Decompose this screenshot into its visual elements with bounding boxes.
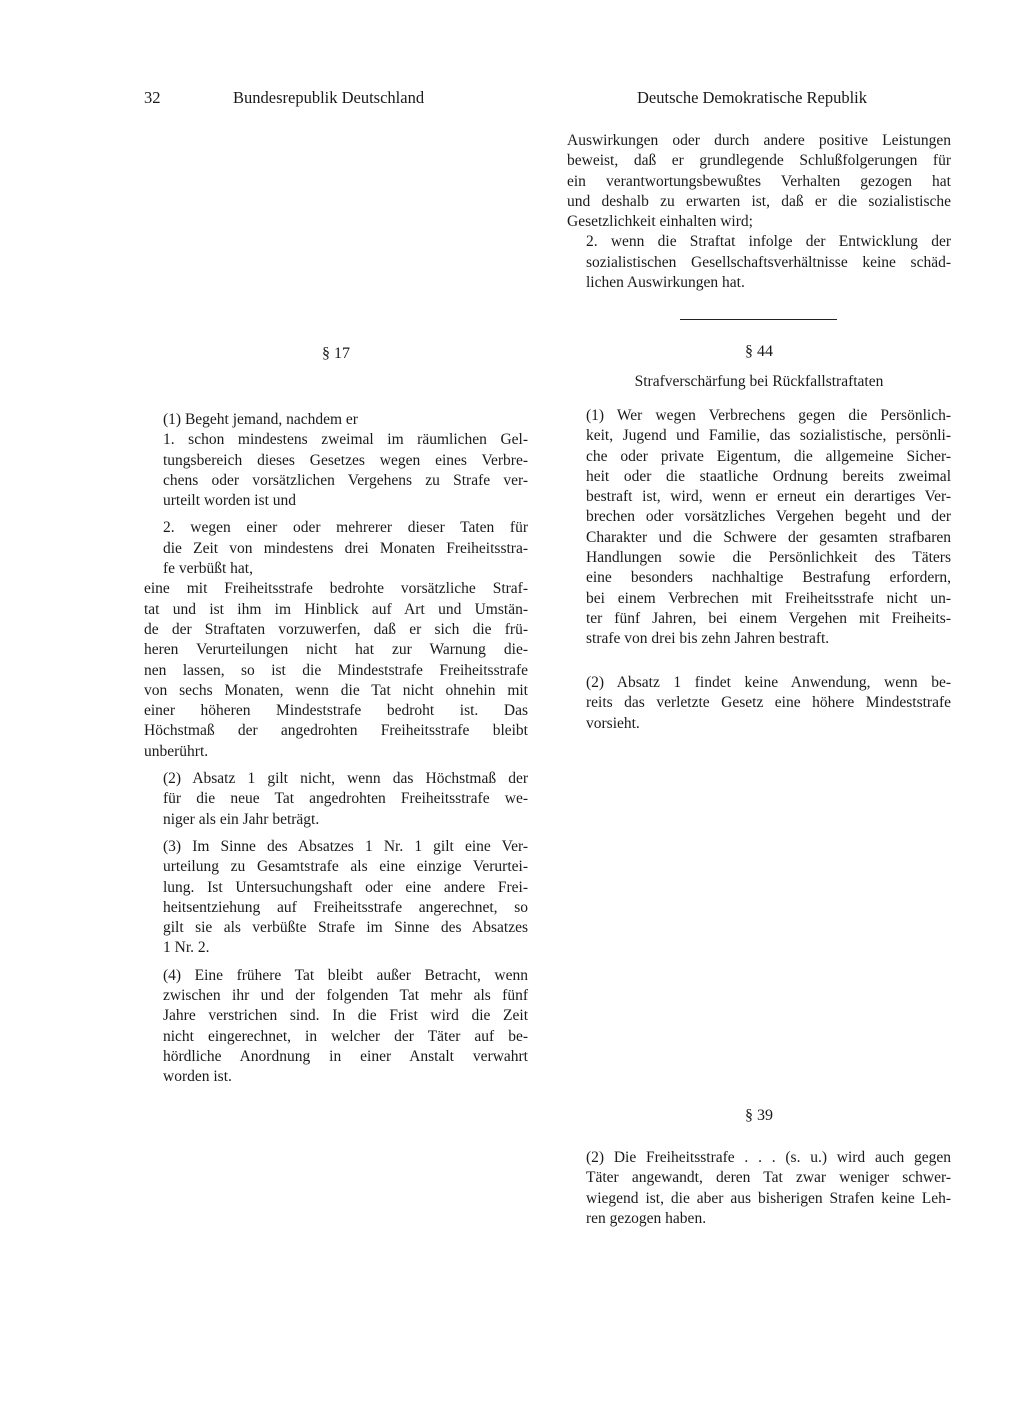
- text-line: für die neue Tat angedrohten Freiheitsstrafe we-: [163, 790, 528, 808]
- text-line: unberührt.: [144, 742, 209, 760]
- section-17-item-2: [144, 518, 528, 579]
- text-line: urteilt worden ist und: [163, 492, 297, 510]
- text-line: (4) Eine frühere Tat bleibt außer Betracht, wenn: [163, 966, 528, 984]
- text-line: urteilung zu Gesamtstrafe als eine einzige Verurtei-: [163, 858, 528, 876]
- section-17-para-3: [144, 837, 528, 959]
- text-line: die Zeit von mindestens drei Monaten Freiheitsstra-: [163, 539, 528, 557]
- text-line: zwischen ihr und der folgenden Tat mehr als fünf: [163, 987, 528, 1005]
- text-line: heitsentziehung auf Freiheitsstrafe angerechnet, so: [163, 898, 528, 916]
- text-line: (2) Absatz 1 gilt nicht, wenn das Höchstmaß der: [163, 770, 528, 788]
- section-44-subheading: Strafverschärfung bei Rückfallstraftaten: [634, 373, 884, 390]
- section-39-heading: § 39: [745, 1107, 773, 1124]
- section-17-para-4: [144, 966, 528, 1088]
- text-line: (2) Die Freiheitsstrafe . . . (s. u.) wird auch gegen: [586, 1149, 951, 1166]
- text-line: lichen Auswirkungen hat.: [586, 274, 745, 292]
- text-line: von sechs Monaten, wenn die Tat nicht ohnehin mit: [144, 681, 528, 699]
- section-17-intro: (1) Begeht jemand, nachdem er: [163, 411, 358, 428]
- text-line: sozialistischen Gesellschaftsverhältnisse keine schäd-: [586, 253, 951, 271]
- text-line: niger als ein Jahr beträgt.: [163, 810, 320, 828]
- text-line: heren Verurteilungen nicht hat zur Warnung die-: [144, 641, 528, 659]
- section-39-para-block: [567, 1148, 951, 1229]
- text-line: tat und ist ihm im Hinblick auf Art und Umstän-: [144, 600, 528, 618]
- text-line: ter fünf Jahren, bei einem Vergehen mit Freiheits-: [586, 609, 951, 627]
- section-17-body: [144, 410, 528, 1088]
- separator-rule: [680, 319, 837, 320]
- text-line: einer höheren Mindeststrafe bedroht ist. Das: [144, 702, 528, 720]
- text-line: 1. schon mindestens zweimal im räumlichen Gel-: [163, 431, 528, 449]
- text-line: (2) Absatz 1 findet keine Anwendung, wenn be-: [586, 674, 951, 691]
- continuation-text: [567, 131, 951, 232]
- text-line: vorsieht.: [586, 714, 640, 732]
- text-line: reits das verletzte Gesetz eine höhere Mindeststrafe: [586, 694, 951, 712]
- text-line: gilt sie als verbüßte Strafe im Sinne des Absatzes: [163, 919, 528, 937]
- text-line: Täter angewandt, deren Tat zwar weniger schwer-: [586, 1169, 951, 1187]
- text-line: bei einem Verbrechen mit Freiheitsstrafe nicht un-: [586, 589, 951, 607]
- section-44-para-2-block: [567, 673, 951, 734]
- section-44-para-1: [567, 406, 951, 650]
- text-line: chens oder vorsätzlichen Vergehens zu Strafe ver-: [163, 471, 528, 489]
- section-44-heading: § 44: [745, 343, 773, 360]
- text-line: ren gezogen haben.: [586, 1209, 707, 1227]
- section-39-para-2: [567, 1148, 951, 1229]
- text-line: strafe von drei bis zehn Jahren bestraft.: [586, 630, 830, 648]
- right-continuation: [567, 131, 951, 293]
- text-line: 1 Nr. 2.: [163, 939, 210, 957]
- text-line: Jahre verstrichen sind. In die Frist wird die Zeit: [163, 1007, 528, 1025]
- text-line: worden ist.: [163, 1068, 232, 1086]
- text-line: de der Straftaten vorzuwerfen, daß er sich die frü-: [144, 620, 528, 638]
- section-17-para-2: [144, 769, 528, 830]
- page-number: 32: [144, 88, 161, 107]
- text-line: heit oder die staatliche Ordnung bereits zweimal: [586, 467, 951, 485]
- text-line: brechen oder vorsätzliches Vergehen begeht und der: [586, 508, 951, 526]
- section-17-item-1: [144, 430, 528, 511]
- header-left-title: Bundesrepublik Deutschland: [233, 88, 425, 107]
- text-line: (3) Im Sinne des Absatzes 1 Nr. 1 gilt eine Ver-: [163, 837, 528, 855]
- header-right-title: Deutsche Demokratische Republik: [637, 88, 868, 107]
- text-line: fe verbüßt hat,: [163, 560, 253, 578]
- text-line: hördliche Anordnung in einer Anstalt verwahrt: [163, 1047, 528, 1065]
- text-line: Auswirkungen oder durch andere positive Leistungen: [567, 132, 951, 149]
- text-line: wiegend ist, die aber aus bisherigen Strafen keine Leh-: [586, 1189, 951, 1207]
- text-line: lung. Ist Untersuchungshaft oder eine andere Frei-: [163, 878, 528, 896]
- text-line: ein verantwortungsbewußtes Verhalten gezogen hat: [567, 172, 951, 190]
- text-line: (1) Wer wegen Verbrechens gegen die Persönlich-: [586, 407, 951, 424]
- text-line: und deshalb zu erwarten ist, daß er die sozialistische: [567, 192, 951, 210]
- text-line: beweist, daß er grundlegende Schlußfolgerungen für: [567, 152, 951, 170]
- text-line: Höchstmaß der angedrohten Freiheitsstrafe bleibt: [144, 722, 528, 740]
- text-line: bestraft ist, wird, wenn er erneut ein derartiges Ver-: [586, 488, 951, 506]
- text-line: nicht eingerechnet, in welcher der Täter auf be-: [163, 1027, 528, 1045]
- text-line: Handlungen sowie die Persönlichkeit des Täters: [586, 549, 951, 567]
- text-line: Charakter und die Schwere der gesamten strafbaren: [586, 528, 951, 546]
- section-17-heading: § 17: [322, 345, 350, 362]
- text-line: che oder private Eigentum, die allgemeine Sicher-: [586, 447, 951, 465]
- section-44-para-1-block: [567, 406, 951, 650]
- text-line: keit, Jugend und Familie, das sozialistische, persönli-: [586, 427, 951, 445]
- right-item-2: [567, 232, 951, 293]
- text-line: eine besonders nachhaltige Bestrafung erfordern,: [586, 569, 951, 587]
- text-line: eine mit Freiheitsstrafe bedrohte vorsätzliche Straf-: [144, 580, 528, 598]
- text-line: nen lassen, so ist die Mindeststrafe Freiheitsstrafe: [144, 661, 528, 679]
- text-line: Gesetzlichkeit einhalten wird;: [567, 213, 753, 231]
- section-44-para-2: [567, 673, 951, 734]
- text-line: 2. wenn die Straftat infolge der Entwicklung der: [586, 233, 951, 251]
- text-line: 2. wegen einer oder mehrerer dieser Taten für: [163, 519, 528, 537]
- text-line: tungsbereich dieses Gesetzes wegen eines Verbre-: [163, 451, 528, 469]
- section-17-continuation: [144, 579, 528, 762]
